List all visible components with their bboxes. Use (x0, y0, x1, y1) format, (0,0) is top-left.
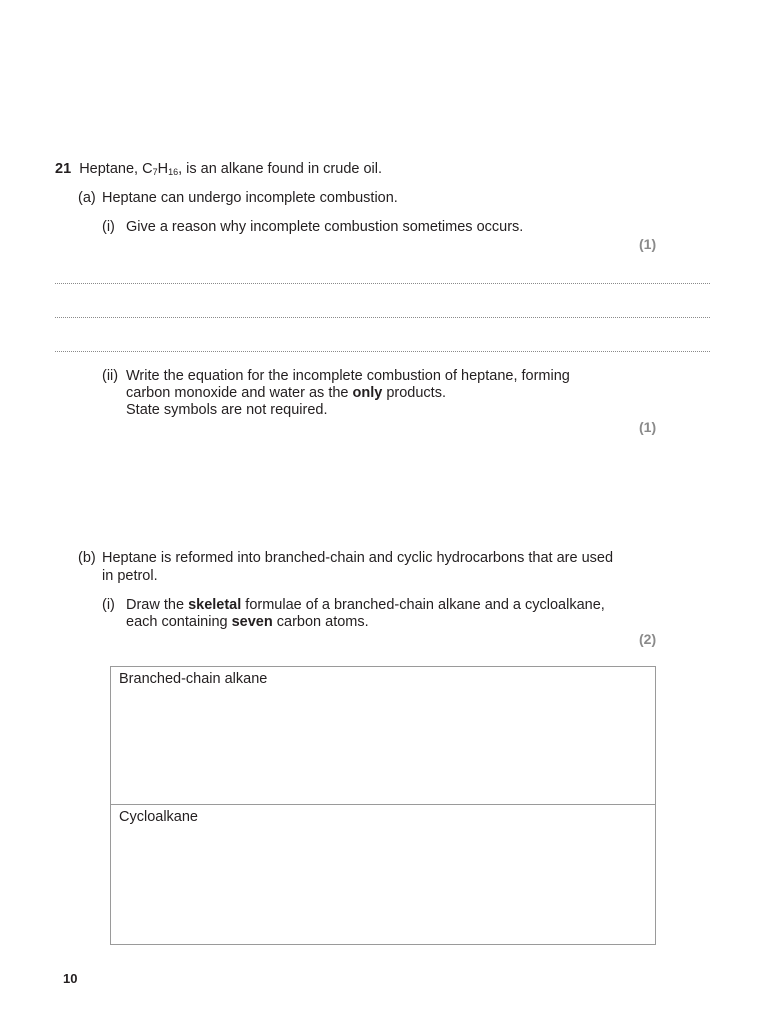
emphasis-seven: seven (231, 614, 273, 630)
part-a-i-text: Give a reason why incomplete combustion sometimes occurs. (126, 219, 524, 235)
subscript-seven: 7 (152, 167, 158, 177)
question-stem (55, 161, 382, 181)
question-text-part: H (157, 161, 169, 177)
box-label-branched: Branched-chain alkane (119, 671, 268, 687)
marks-b-i: (2) (639, 631, 657, 647)
subscript-sixteen: 16 (168, 167, 179, 177)
part-b-i-line1 (126, 597, 605, 614)
part-a-i-label: (i) (102, 219, 115, 235)
part-a-ii-line1: Write the equation for the incomplete combustion of heptane, forming (126, 368, 570, 384)
part-a-text: Heptane can undergo incomplete combustion. (102, 190, 398, 206)
part-a-ii-line3: State symbols are not required. (126, 402, 328, 418)
part-a-ii-label: (ii) (102, 368, 119, 384)
answer-line[interactable] (55, 351, 710, 352)
part-b-line1: Heptane is reformed into branched-chain and cyclic hydrocarbons that are used (102, 550, 614, 566)
part-b-label: (b) (78, 550, 96, 566)
part-a-ii-line2 (126, 385, 446, 402)
part-b-line2: in petrol. (102, 568, 158, 584)
text-run: carbon monoxide and water as the (126, 385, 353, 401)
page-number: 10 (63, 971, 78, 986)
marks-a-ii: (1) (639, 419, 657, 435)
branched-chain-answer-box[interactable] (110, 666, 656, 805)
question-text-part: , is an alkane found in crude oil. (178, 161, 383, 177)
text-run: products. (382, 385, 446, 401)
answer-line[interactable] (55, 317, 710, 318)
box-label-cycloalkane: Cycloalkane (119, 809, 198, 825)
emphasis-skeletal: skeletal (188, 597, 242, 613)
part-a-label: (a) (78, 190, 96, 206)
text-run: carbon atoms. (272, 614, 369, 630)
question-number: 21 (55, 161, 72, 177)
marks-a-i: (1) (639, 236, 657, 252)
part-b-i-label: (i) (102, 597, 115, 613)
text-run: Draw the (126, 597, 189, 613)
text-run: formulae of a branched-chain alkane and a cycloalkane, (241, 597, 605, 613)
part-b-i-line2 (126, 614, 369, 631)
question-text-part: Heptane, C (79, 161, 153, 177)
emphasis-only: only (352, 385, 383, 401)
text-run: each containing (126, 614, 232, 630)
answer-line[interactable] (55, 283, 710, 284)
cycloalkane-answer-box[interactable] (110, 804, 656, 945)
